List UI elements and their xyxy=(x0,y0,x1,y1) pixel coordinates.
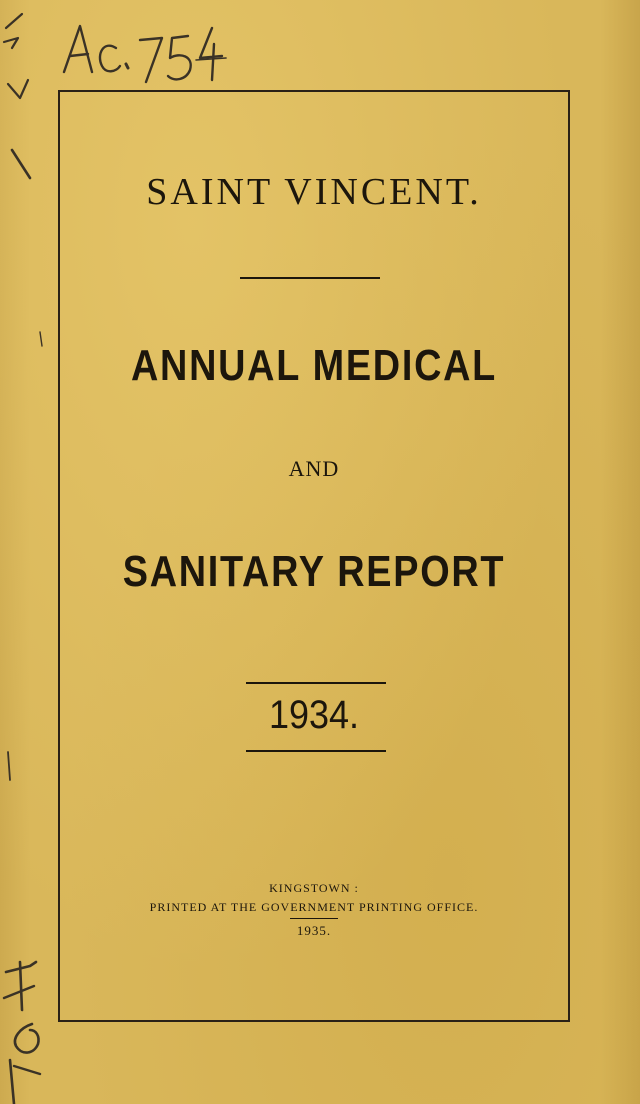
divider-rule-1 xyxy=(240,277,380,279)
imprint-year: 1935. xyxy=(296,923,332,938)
imprint-printer: PRINTED AT THE GOVERNMENT PRINTING OFFICE. xyxy=(149,900,479,914)
country-heading: SAINT VINCENT. xyxy=(146,171,482,213)
imprint-place: KINGSTOWN : xyxy=(269,881,359,895)
title-conjunction: AND xyxy=(288,456,340,481)
report-title-line-1: ANNUAL MEDICAL xyxy=(130,341,498,390)
divider-rule-4 xyxy=(290,918,338,919)
divider-rule-2 xyxy=(246,682,386,684)
report-title-line-2: SANITARY REPORT xyxy=(122,547,506,596)
divider-rule-3 xyxy=(246,750,386,752)
report-year: 1934. xyxy=(268,693,360,737)
